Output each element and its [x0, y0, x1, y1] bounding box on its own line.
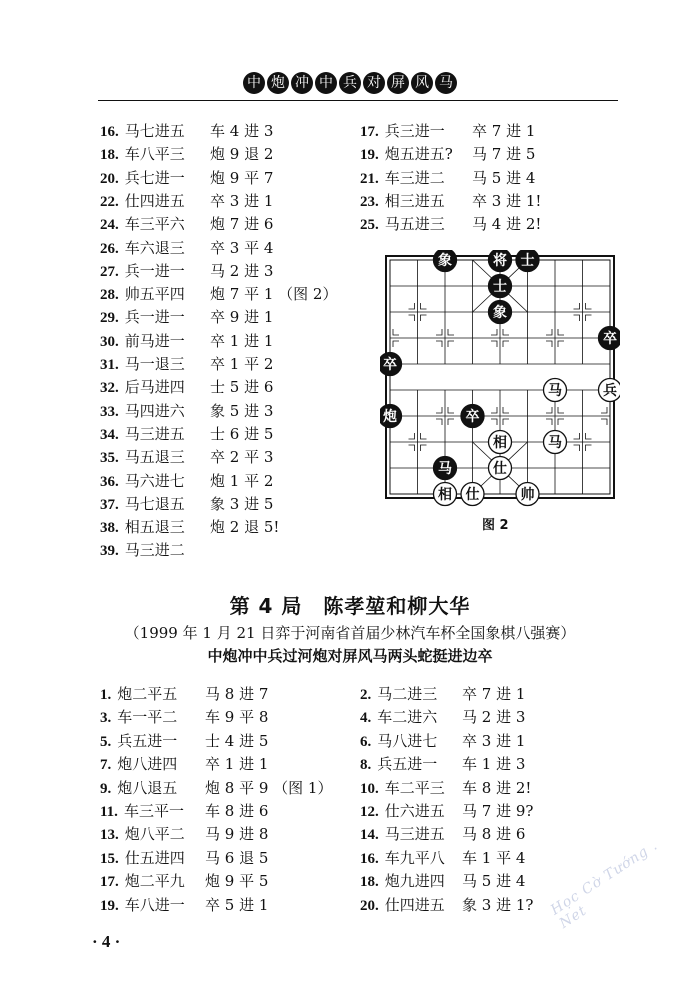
position-marker: [574, 303, 580, 309]
black-move: 车 9 平 8: [205, 708, 269, 727]
red-move: 马三进五: [384, 825, 445, 844]
position-marker: [586, 315, 592, 321]
piece-label: 卒: [603, 331, 617, 347]
red-move: 仕四进五: [124, 191, 185, 210]
game-subtitle: （1999 年 1 月 21 日弈于河南省首届少林汽车杯全国象棋八强赛）: [124, 624, 576, 642]
move-row: [360, 778, 532, 799]
position-marker: [491, 407, 497, 413]
move-number: 12.: [360, 804, 379, 820]
position-marker: [558, 341, 564, 347]
move-number: 19.: [100, 897, 119, 914]
black-move: 车 1 进 3: [462, 755, 526, 774]
position-marker: [558, 419, 564, 425]
black-move: 炮 8 平 9 （图 1）: [205, 778, 333, 797]
red-move: 马八进七: [377, 731, 438, 750]
move-number: 26.: [100, 240, 119, 257]
move-number: 20.: [100, 170, 119, 187]
black-move: 卒 3 平 4: [210, 238, 274, 257]
move-row: [100, 424, 274, 445]
black-move: 马 8 进 6: [462, 825, 526, 844]
black-move: 马 2 进 3: [462, 708, 526, 727]
red-move: 兵三进一: [384, 122, 445, 140]
xiangqi-board-diagram: [380, 250, 620, 520]
move-number: 6.: [360, 733, 372, 750]
position-marker: [601, 407, 607, 413]
black-move: 炮 9 退 2: [210, 145, 274, 164]
game-title: 第 4 局 陈孝堃和柳大华: [229, 594, 471, 618]
move-number: 9.: [100, 780, 112, 797]
red-move: 马三进五: [124, 424, 185, 443]
header-char: 冲: [291, 72, 313, 94]
red-move: 相五退三: [124, 518, 185, 537]
move-row: [100, 191, 274, 212]
red-move: 兵五进一: [117, 731, 178, 750]
move-row: [100, 707, 269, 728]
position-marker: [586, 445, 592, 451]
move-number: 19.: [360, 147, 379, 164]
position-marker: [586, 433, 592, 439]
piece-label: 象: [493, 305, 507, 321]
black-move: 象 3 进 1?: [462, 895, 534, 914]
header-char: 风: [411, 72, 433, 94]
black-move: 卒 1 进 1: [205, 755, 269, 774]
position-marker: [546, 329, 552, 335]
move-number: 34.: [100, 426, 119, 443]
move-row: [100, 284, 338, 305]
black-move: 车 4 进 3: [210, 122, 274, 140]
red-move: 马七退五: [124, 494, 185, 513]
black-move: 卒 3 进 1!: [472, 191, 542, 210]
position-marker: [503, 419, 509, 425]
position-marker: [436, 341, 442, 347]
piece-label: 卒: [383, 357, 397, 373]
move-row: [100, 848, 269, 869]
move-number: 1.: [100, 687, 112, 703]
black-move: 炮 9 平 7: [210, 168, 274, 187]
red-move: 马七进五: [124, 122, 185, 140]
piece-label: 士: [520, 253, 535, 269]
red-move: 兵五进一: [377, 755, 438, 774]
move-row: [360, 144, 536, 165]
black-move: 卒 1 进 1: [210, 331, 274, 350]
black-move: 马 7 进 5: [472, 145, 536, 164]
black-move: 卒 5 进 1: [205, 895, 269, 914]
black-move: 炮 9 平 5: [205, 872, 269, 891]
red-move: 仕六进五: [384, 802, 445, 820]
position-marker: [393, 329, 399, 335]
red-move: 帅五平四: [124, 285, 185, 304]
game-opening: 中炮冲中兵过河炮对屏风马两头蛇挺进边卒: [207, 647, 493, 665]
move-row: [100, 447, 274, 468]
position-marker: [491, 419, 497, 425]
position-marker: [409, 303, 415, 309]
position-marker: [574, 433, 580, 439]
black-move: 炮 7 平 1 （图 2）: [210, 285, 338, 304]
move-row: [100, 214, 274, 235]
piece-label: 相: [438, 487, 452, 503]
move-row: [100, 377, 274, 398]
move-number: 17.: [100, 874, 119, 891]
position-marker: [601, 419, 607, 425]
piece-label: 兵: [603, 383, 617, 399]
position-marker: [503, 341, 509, 347]
piece-label: 马: [548, 435, 562, 451]
black-move: 炮 7 进 6: [210, 215, 274, 234]
position-marker: [574, 445, 580, 451]
position-marker: [558, 407, 564, 413]
move-number: 16.: [100, 124, 119, 140]
piece-label: 马: [548, 383, 562, 399]
red-move: 车八进一: [124, 895, 185, 914]
move-row: [100, 307, 274, 328]
black-move: 士 6 进 5: [210, 424, 274, 443]
position-marker: [436, 329, 442, 335]
move-number: 25.: [360, 217, 379, 234]
red-move: 马一退三: [124, 355, 185, 373]
move-row: [360, 214, 542, 235]
red-move: 炮二平五: [117, 685, 178, 703]
move-row: [360, 801, 534, 822]
black-move: 卒 1 平 2: [210, 355, 274, 373]
figure-caption: 图 2: [482, 518, 509, 533]
position-marker: [546, 341, 552, 347]
position-marker: [448, 419, 454, 425]
red-move: 兵一进一: [124, 261, 185, 280]
position-marker: [503, 329, 509, 335]
move-row: [360, 824, 526, 845]
header-char: 中: [243, 72, 265, 94]
red-move: 车三平一: [123, 802, 184, 820]
move-number: 20.: [360, 897, 379, 914]
move-number: 13.: [100, 827, 119, 844]
header-char: 中: [315, 72, 337, 94]
move-number: 38.: [100, 520, 119, 537]
red-move: 车一平二: [117, 708, 178, 727]
black-move: 卒 2 平 3: [210, 448, 274, 467]
position-marker: [393, 341, 399, 347]
red-move: 兵一进一: [124, 308, 185, 327]
move-row: [100, 168, 274, 189]
move-row: [100, 144, 274, 165]
black-move: 炮 2 退 5!: [210, 518, 280, 537]
position-marker: [503, 407, 509, 413]
move-row: [100, 401, 274, 422]
black-move: 马 7 进 9?: [462, 802, 534, 820]
black-move: 卒 7 进 1: [462, 685, 526, 703]
move-number: 27.: [100, 263, 119, 280]
position-marker: [409, 315, 415, 321]
black-move: 马 6 退 5: [205, 848, 269, 867]
move-number: 2.: [360, 687, 372, 703]
move-row: [360, 707, 526, 728]
position-marker: [421, 433, 427, 439]
red-move: 前马进一: [124, 331, 185, 350]
move-row: [100, 494, 274, 515]
red-move: 马六进七: [124, 471, 185, 490]
move-row: [100, 331, 274, 352]
black-move: 象 5 进 3: [210, 401, 274, 420]
watermark: Học Cờ Tướng . Net: [548, 837, 661, 932]
move-number: 3.: [100, 710, 112, 727]
move-row: [360, 121, 536, 142]
move-row: [100, 801, 269, 822]
move-number: 18.: [360, 874, 379, 891]
move-number: 18.: [100, 147, 119, 164]
red-move: 炮八平二: [124, 825, 185, 844]
piece-label: 马: [438, 461, 452, 477]
move-number: 4.: [360, 710, 372, 727]
position-marker: [421, 315, 427, 321]
red-move: 炮九进四: [384, 872, 445, 891]
move-row: [360, 871, 526, 892]
black-move: 卒 3 进 1: [210, 191, 274, 210]
move-number: 36.: [100, 473, 119, 490]
move-row: [100, 895, 269, 916]
position-marker: [546, 407, 552, 413]
black-move: 卒 3 进 1: [462, 731, 526, 750]
piece-label: 士: [493, 279, 507, 295]
header-rule: [98, 100, 618, 101]
move-row: [360, 191, 542, 212]
position-marker: [491, 329, 497, 335]
header-title: [240, 72, 460, 98]
position-marker: [436, 407, 442, 413]
header-char: 屏: [387, 72, 409, 94]
move-row: [100, 121, 274, 142]
move-number: 15.: [100, 850, 119, 867]
position-marker: [491, 341, 497, 347]
move-number: 30.: [100, 333, 119, 350]
red-move: 车六退三: [124, 238, 185, 257]
red-move: 炮八进四: [117, 755, 178, 774]
move-number: 5.: [100, 733, 112, 750]
red-move: 车二平三: [384, 778, 445, 797]
black-move: 车 8 进 6: [205, 802, 269, 820]
move-number: 16.: [360, 850, 379, 867]
move-number: 14.: [360, 827, 379, 844]
black-move: 马 8 进 7: [205, 685, 269, 703]
red-move: 车八平三: [124, 145, 185, 164]
red-move: 马五退三: [124, 448, 185, 467]
move-row: [360, 684, 526, 705]
position-marker: [574, 315, 580, 321]
header-char: 对: [363, 72, 385, 94]
black-move: 卒 9 进 1: [210, 308, 274, 327]
move-row: [360, 168, 536, 189]
move-row: [100, 354, 274, 375]
piece-label: 相: [493, 435, 507, 451]
header-char: 马: [435, 72, 457, 94]
black-move: 车 8 进 2!: [462, 778, 532, 797]
red-move: 车二进六: [377, 708, 438, 727]
move-row: [100, 754, 269, 775]
black-move: 卒 7 进 1: [472, 122, 536, 140]
red-move: 马二进三: [377, 685, 438, 703]
move-number: 37.: [100, 496, 119, 513]
move-number: 7.: [100, 757, 112, 774]
black-move: 士 4 进 5: [205, 731, 269, 750]
move-row: [100, 238, 274, 259]
position-marker: [421, 303, 427, 309]
move-number: 28.: [100, 287, 119, 304]
running-header: [0, 72, 700, 102]
piece-label: 炮: [383, 409, 397, 425]
move-row: [100, 778, 333, 799]
move-row: [100, 540, 185, 561]
position-marker: [586, 303, 592, 309]
move-number: 24.: [100, 217, 119, 234]
move-number: 21.: [360, 170, 379, 187]
black-move: 马 2 进 3: [210, 261, 274, 280]
black-move: 士 5 进 6: [210, 378, 274, 397]
red-move: 车九平八: [384, 848, 445, 867]
position-marker: [436, 419, 442, 425]
red-move: 马五进三: [384, 215, 445, 234]
move-number: 35.: [100, 450, 119, 467]
piece-label: 将: [493, 253, 507, 269]
move-row: [100, 871, 269, 892]
piece-label: 象: [438, 253, 452, 269]
red-move: 马三进二: [124, 541, 185, 560]
move-number: 29.: [100, 310, 119, 327]
red-move: 后马进四: [124, 378, 185, 397]
piece-label: 仕: [493, 461, 507, 477]
red-move: 马四进六: [124, 401, 185, 420]
position-marker: [409, 433, 415, 439]
red-move: 仕五进四: [124, 848, 185, 867]
red-move: 仕四进五: [384, 895, 445, 914]
black-move: 车 1 平 4: [462, 848, 526, 867]
move-number: 11.: [100, 804, 118, 820]
move-row: [100, 824, 269, 845]
position-marker: [448, 329, 454, 335]
piece-label: 帅: [520, 487, 535, 503]
move-row: [100, 684, 269, 705]
position-marker: [558, 329, 564, 335]
move-number: 39.: [100, 543, 119, 560]
move-row: [100, 731, 269, 752]
move-number: 32.: [100, 380, 119, 397]
position-marker: [448, 407, 454, 413]
move-row: [360, 848, 526, 869]
position-marker: [421, 445, 427, 451]
move-row: [360, 895, 534, 916]
red-move: 相三进五: [384, 191, 445, 210]
move-number: 31.: [100, 357, 119, 373]
red-move: 兵七进一: [124, 168, 185, 187]
black-move: 马 9 进 8: [205, 825, 269, 844]
position-marker: [409, 445, 415, 451]
move-row: [100, 471, 274, 492]
move-number: 8.: [360, 757, 372, 774]
move-row: [360, 754, 526, 775]
black-move: 马 4 进 2!: [472, 215, 542, 234]
header-char: 炮: [267, 72, 289, 94]
move-row: [360, 731, 526, 752]
piece-label: 卒: [465, 409, 480, 425]
move-number: 23.: [360, 193, 379, 210]
red-move: 炮八退五: [117, 778, 178, 797]
position-marker: [546, 419, 552, 425]
move-number: 17.: [360, 124, 379, 140]
piece-label: 仕: [465, 487, 480, 503]
move-number: 22.: [100, 193, 119, 210]
black-move: 炮 1 平 2: [210, 471, 274, 490]
red-move: 炮二平九: [124, 872, 185, 891]
black-move: 象 3 进 5: [210, 494, 274, 513]
red-move: 车三平六: [124, 215, 185, 234]
move-row: [100, 261, 274, 282]
move-number: 33.: [100, 403, 119, 420]
move-row: [100, 517, 280, 538]
black-move: 马 5 进 4: [462, 872, 526, 891]
red-move: 车三进二: [384, 168, 445, 187]
page-number: · 4 ·: [92, 932, 121, 951]
black-move: 马 5 进 4: [472, 168, 536, 187]
move-number: 10.: [360, 780, 379, 797]
position-marker: [448, 341, 454, 347]
header-char: 兵: [339, 72, 361, 94]
red-move: 炮五进五?: [384, 145, 453, 164]
